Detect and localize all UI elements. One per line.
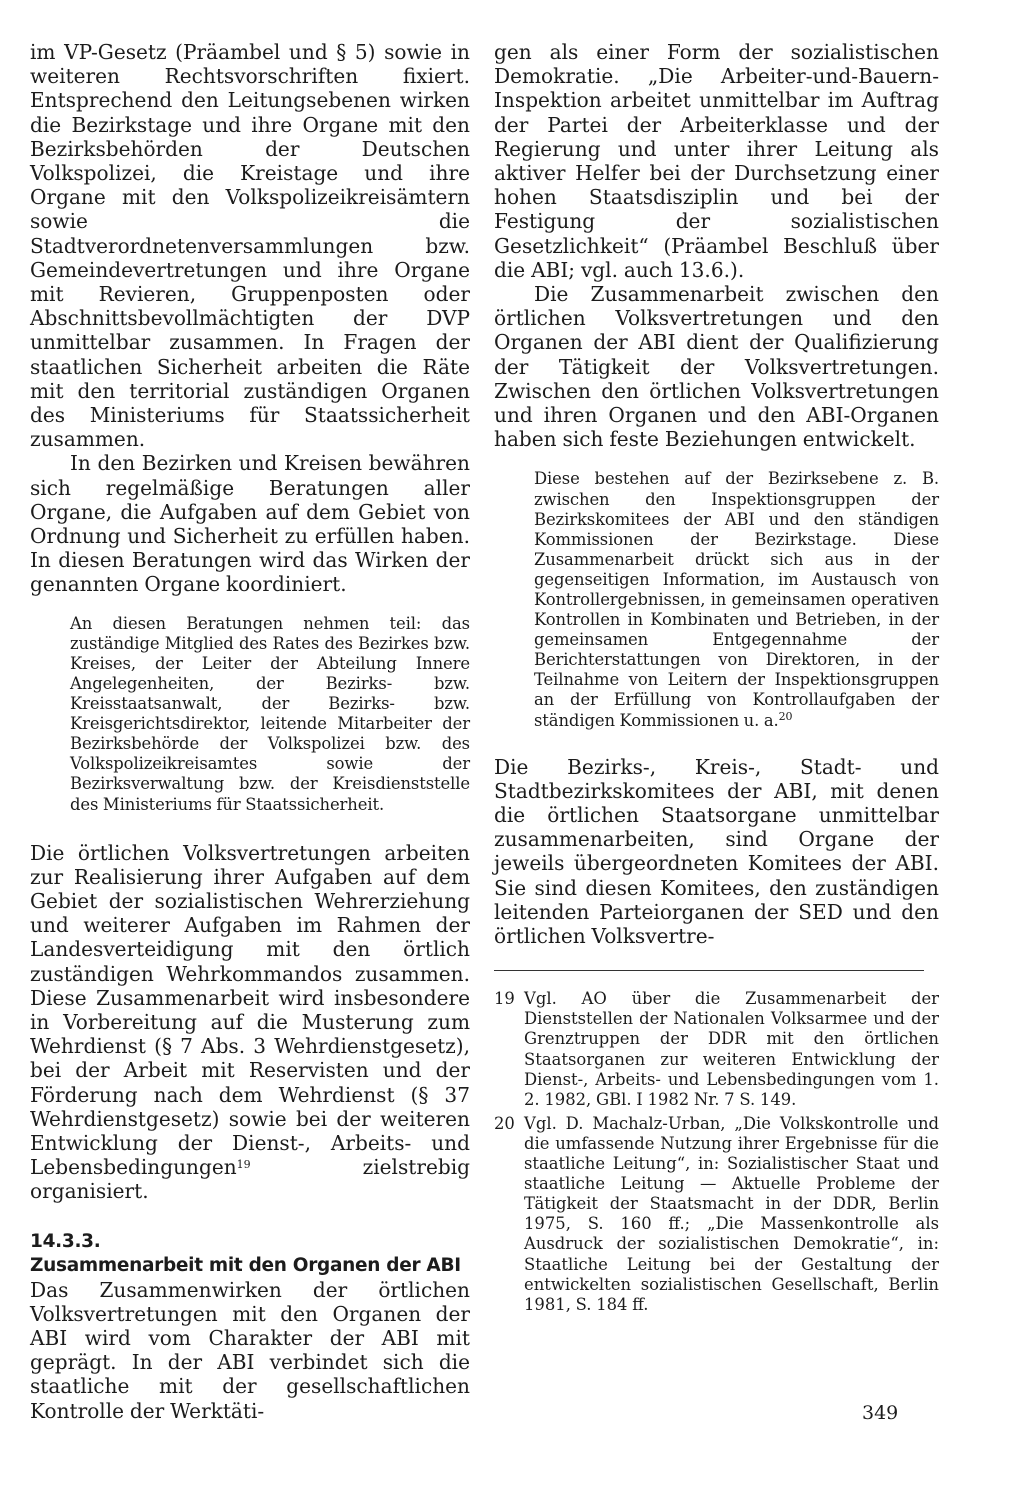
footnote-19 <box>494 989 939 1110</box>
left-column <box>30 40 470 1423</box>
section-title: Zusammenarbeit mit den Organen der ABI <box>30 1254 461 1276</box>
footnotes <box>494 989 939 1315</box>
body-paragraph-4: Das Zusammenwirken der örtlichen Volksvertretungen mit den Organen der ABI wird vom Charakter der ABI mit geprägt. In der ABI verbindet sich die staatliche mit der gesellschaftlichen Kontrolle der Werktäti- <box>30 1277 470 1423</box>
footnote-number: 20 <box>494 1113 515 1133</box>
body-paragraph-3-end: zielstrebig organisiert. <box>30 1155 470 1204</box>
section-heading <box>30 1230 470 1278</box>
section-number: 14.3.3. <box>30 1230 101 1252</box>
footnote-text: Vgl. D. Machalz-Urban, „Die Volkskontrolle und die umfassende Nutzung ihrer Ergebnisse für die staatliche Leitung“, in: Sozialistischer Staat und staatliche Leitung — Aktuelle Probleme der Tätigkeit der Staatsmacht in der DDR, Berlin 1975, S. 160 ff.; „Die Massenkontrolle als Ausdruck der sozialistischen Demokratie“, in: Staatliche Leitung bei der Gestaltung der entwickelten sozialistischen Gesellschaft, Berlin 1981, S. 184 ff. <box>524 1113 939 1314</box>
small-print-cooperation-text: Diese bestehen auf der Bezirksebene z. B. zwischen den Inspektionsgruppen der Bezirkskomitees der ABI und den ständigen Kommissionen der Bezirkstage. Diese Zusammenarbeit drückt sich aus in der gegenseitigen Information, im Austausch von Kontrollergebnissen, in gemeinsamen operativen Kontrollen in Kombinaten und Betrieben, in der gemeinsamen Entgegennahme der Berichterstattungen von Direktoren, in der Teilnahme von Leitern der Inspektionsgruppen an der Erfüllung von Kontrollaufgaben der ständigen Kommissionen u. a. <box>534 469 939 730</box>
body-paragraph-6: Die Zusammenarbeit zwischen den örtlichen Volksvertretungen und den Organen der ABI dient der Qualifizierung der Tätigkeit der Volksvertretungen. Zwischen den örtlichen Volksvertretungen und ihren Organen und den ABI-Organen haben sich feste Beziehungen entwickelt. <box>494 282 939 452</box>
footnote-ref-20: 20 <box>778 709 793 723</box>
footnote-divider <box>494 970 924 971</box>
body-paragraph-1: im VP-Gesetz (Präambel und § 5) sowie in weiteren Rechtsvorschriften fixiert. Entsprechend den Leitungsebenen wirken die Bezirkstage und ihre Organe mit den Bezirksbehörden der Deutschen Volkspolizei, die Kreistage und ihre Organe mit den Volkspolizeikreisämtern sowie die Stadtverordnetenversammlungen bzw. Gemeindevertretungen und ihre Organe mit Revieren, Gruppenposten oder Abschnittsbevollmächtigten der DVP unmittelbar zusammen. In Fragen der staatlichen Sicherheit arbeiten die Räte mit den territorial zuständigen Organen des Ministeriums für Staatssicherheit zusammen. <box>30 40 470 452</box>
small-print-cooperation <box>534 469 939 730</box>
small-print-participants: An diesen Beratungen nehmen teil: das zuständige Mitglied des Rates des Bezirkes bzw. Kreises, der Leiter der Abteilung Innere Angelegenheiten, der Bezirks- bzw. Kreisstaatsanwalt, der Bezirks- bzw. Kreisgerichtsdirektor, leitende Mitarbeiter der Bezirksbehörde der Volkspolizei bzw. des Volkspolizeikreisamtes sowie der Bezirksverwaltung bzw. der Kreisdienststelle des Ministeriums für Staatssicherheit. <box>70 613 470 814</box>
body-paragraph-2: In den Bezirken und Kreisen bewähren sich regelmäßige Beratungen aller Organe, die Aufgaben auf dem Gebiet von Ordnung und Sicherheit zu erfüllen haben. In diesen Beratungen wird das Wirken der genannten Organe koordiniert. <box>30 451 470 597</box>
right-column <box>494 40 939 1315</box>
body-paragraph-3 <box>30 841 470 1204</box>
body-paragraph-7: Die Bezirks-, Kreis-, Stadt- und Stadtbezirkskomitees der ABI, mit denen die örtlichen Staatsorgane unmittelbar zusammenarbeiten, sind Organe der jeweils übergeordneten Komitees der ABI. Sie sind diesen Komitees, den zuständigen leitenden Parteiorganen der SED und den örtlichen Volksvertre- <box>494 754 939 949</box>
body-paragraph-3-text: Die örtlichen Volksvertretungen arbeiten zur Realisierung ihrer Aufgaben auf dem Gebiet der sozialistischen Wehrerziehung und weiterer Aufgaben im Rahmen der Landesverteidigung mit den örtlich zuständigen Wehrkommandos zusammen. Diese Zusammenarbeit wird insbesondere in Vorbereitung auf die Musterung zum Wehrdienst (§ 7 Abs. 3 Wehrdienstgesetz), bei der Arbeit mit Reservisten und der Förderung nach dem Wehrdienst (§ 37 Wehrdienstgesetz) sowie bei der weiteren Entwicklung der Dienst-, Arbeits- und Lebensbedingungen <box>30 840 470 1180</box>
footnote-text: Vgl. AO über die Zusammenarbeit der Dienststellen der Nationalen Volksarmee und der Grenztruppen der DDR mit den örtlichen Staatsorganen zur weiteren Entwicklung der Dienst-, Arbeits- und Lebensbedingungen vom 1. 2. 1982, GBl. I 1982 Nr. 7 S. 149. <box>524 989 939 1109</box>
footnote-number: 19 <box>494 989 515 1009</box>
page-number: 349 <box>862 1402 899 1424</box>
body-paragraph-5: gen als einer Form der sozialistischen Demokratie. „Die Arbeiter-und-Bauern-Inspektion arbeitet unmittelbar im Auftrag der Partei der Arbeiterklasse und der Regierung und unter ihrer Leitung als aktiver Helfer bei der Durchsetzung einer hohen Staatsdisziplin und bei der Festigung der sozialistischen Gesetzlichkeit“ (Präambel Beschluß über die ABI; vgl. auch 13.6.). <box>494 40 939 282</box>
footnote-ref-19: 19 <box>236 1158 251 1172</box>
footnote-20 <box>494 1114 939 1315</box>
